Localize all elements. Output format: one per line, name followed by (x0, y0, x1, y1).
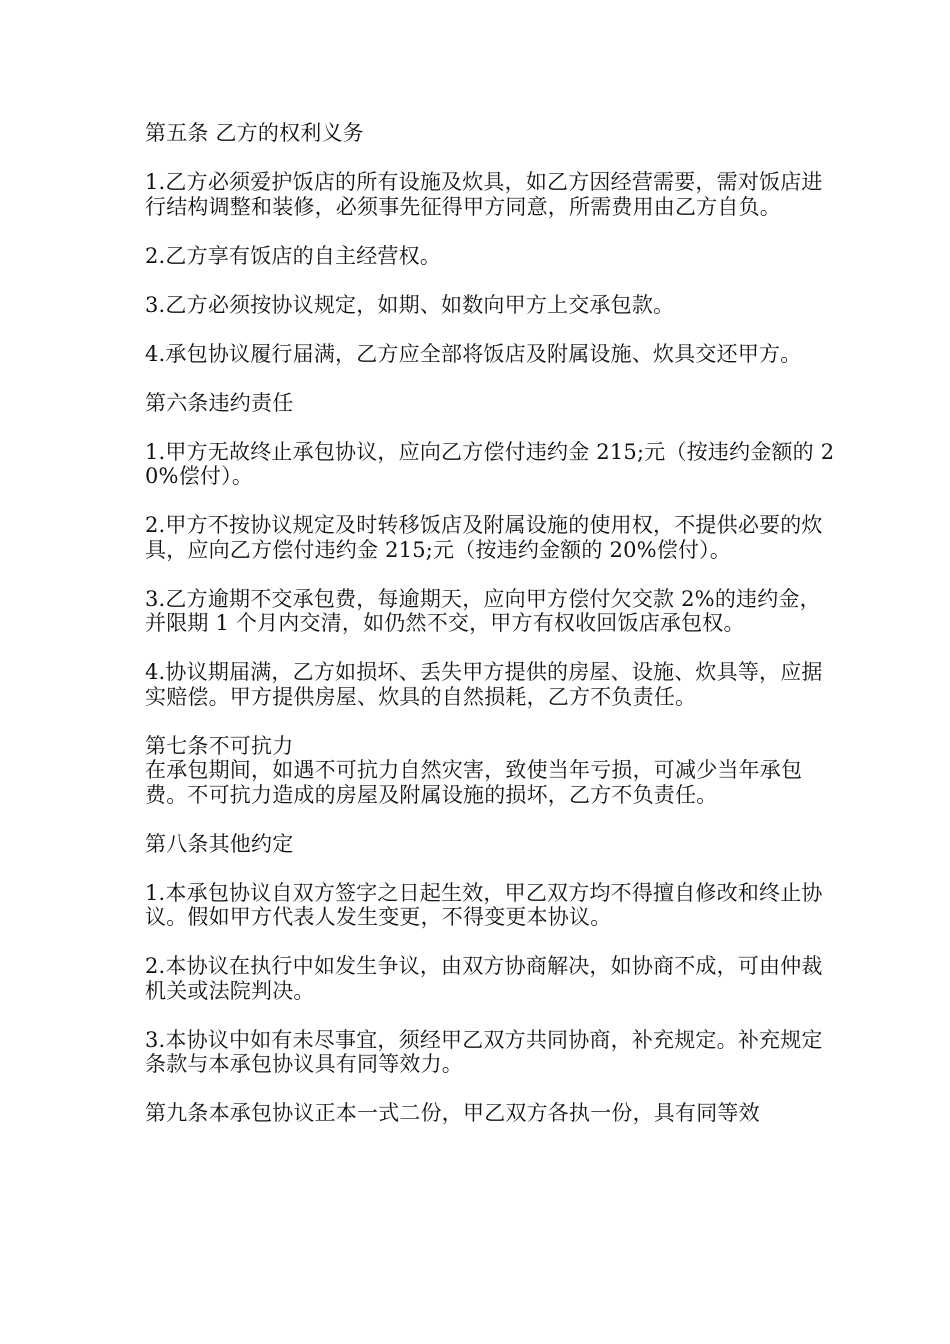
clause-6-1: 1.甲方无故终止承包协议，应向乙方偿付违约金 215;元（按违约金额的 20%偿付）。 (145, 439, 835, 488)
clause-5-3: 3.乙方必须按协议规定，如期、如数向甲方上交承包款。 (145, 292, 675, 317)
clause-6-4: 4.协议期届满，乙方如损坏、丢失甲方提供的房屋、设施、炊具等，应据实赔偿。甲方提供房屋、炊具的自然损耗，乙方不负责任。 (145, 660, 823, 709)
section-heading-article-9: 第九条本承包协议正本一式二份，甲乙双方各执一份，具有同等效 (145, 1101, 760, 1125)
section-heading-article-8: 第八条其他约定 (145, 831, 294, 856)
clause-8-1: 1.本承包协议自双方签字之日起生效，甲乙双方均不得擅自修改和终止协议。假如甲方代表人发生变更，不得变更本协议。 (145, 880, 823, 929)
section-heading-article-5: 第五条 乙方的权利义务 (145, 121, 364, 145)
section-heading-article-6: 第六条违约责任 (145, 390, 294, 415)
clause-7-body: 在承包期间，如遇不可抗力自然灾害，致使当年亏损，可减少当年承包费。不可抗力造成的房屋及附属设施的损坏，乙方不负责任。 (145, 758, 803, 807)
clause-8-3: 3.本协议中如有未尽事宜，须经甲乙双方共同协商，补充规定。补充规定条款与本承包协议具有同等效力。 (145, 1027, 823, 1076)
clause-6-2: 2.甲方不按协议规定及时转移饭店及附属设施的使用权，不提供必要的炊具，应向乙方偿付违约金 215;元（按违约金额的 20%偿付）。 (145, 513, 823, 562)
clause-8-2: 2.本协议在执行中如发生争议，由双方协商解决，如协商不成，可由仲裁机关或法院判决。 (145, 954, 823, 1003)
document-page (145, 121, 835, 1150)
clause-5-4: 4.承包协议履行届满，乙方应全部将饭店及附属设施、炊具交还甲方。 (145, 341, 802, 366)
clause-5-2: 2.乙方享有饭店的自主经营权。 (145, 243, 442, 268)
section-heading-article-7: 第七条不可抗力 (145, 733, 294, 758)
clause-6-3: 3.乙方逾期不交承包费，每逾期天，应向甲方偿付欠交款 2%的违约金，并限期 1 个月内交清，如仍然不交，甲方有权收回饭店承包权。 (145, 586, 821, 635)
clause-5-1: 1.乙方必须爱护饭店的所有设施及炊具，如乙方因经营需要，需对饭店进行结构调整和装修，必须事先征得甲方同意，所需费用由乙方自负。 (145, 170, 823, 219)
